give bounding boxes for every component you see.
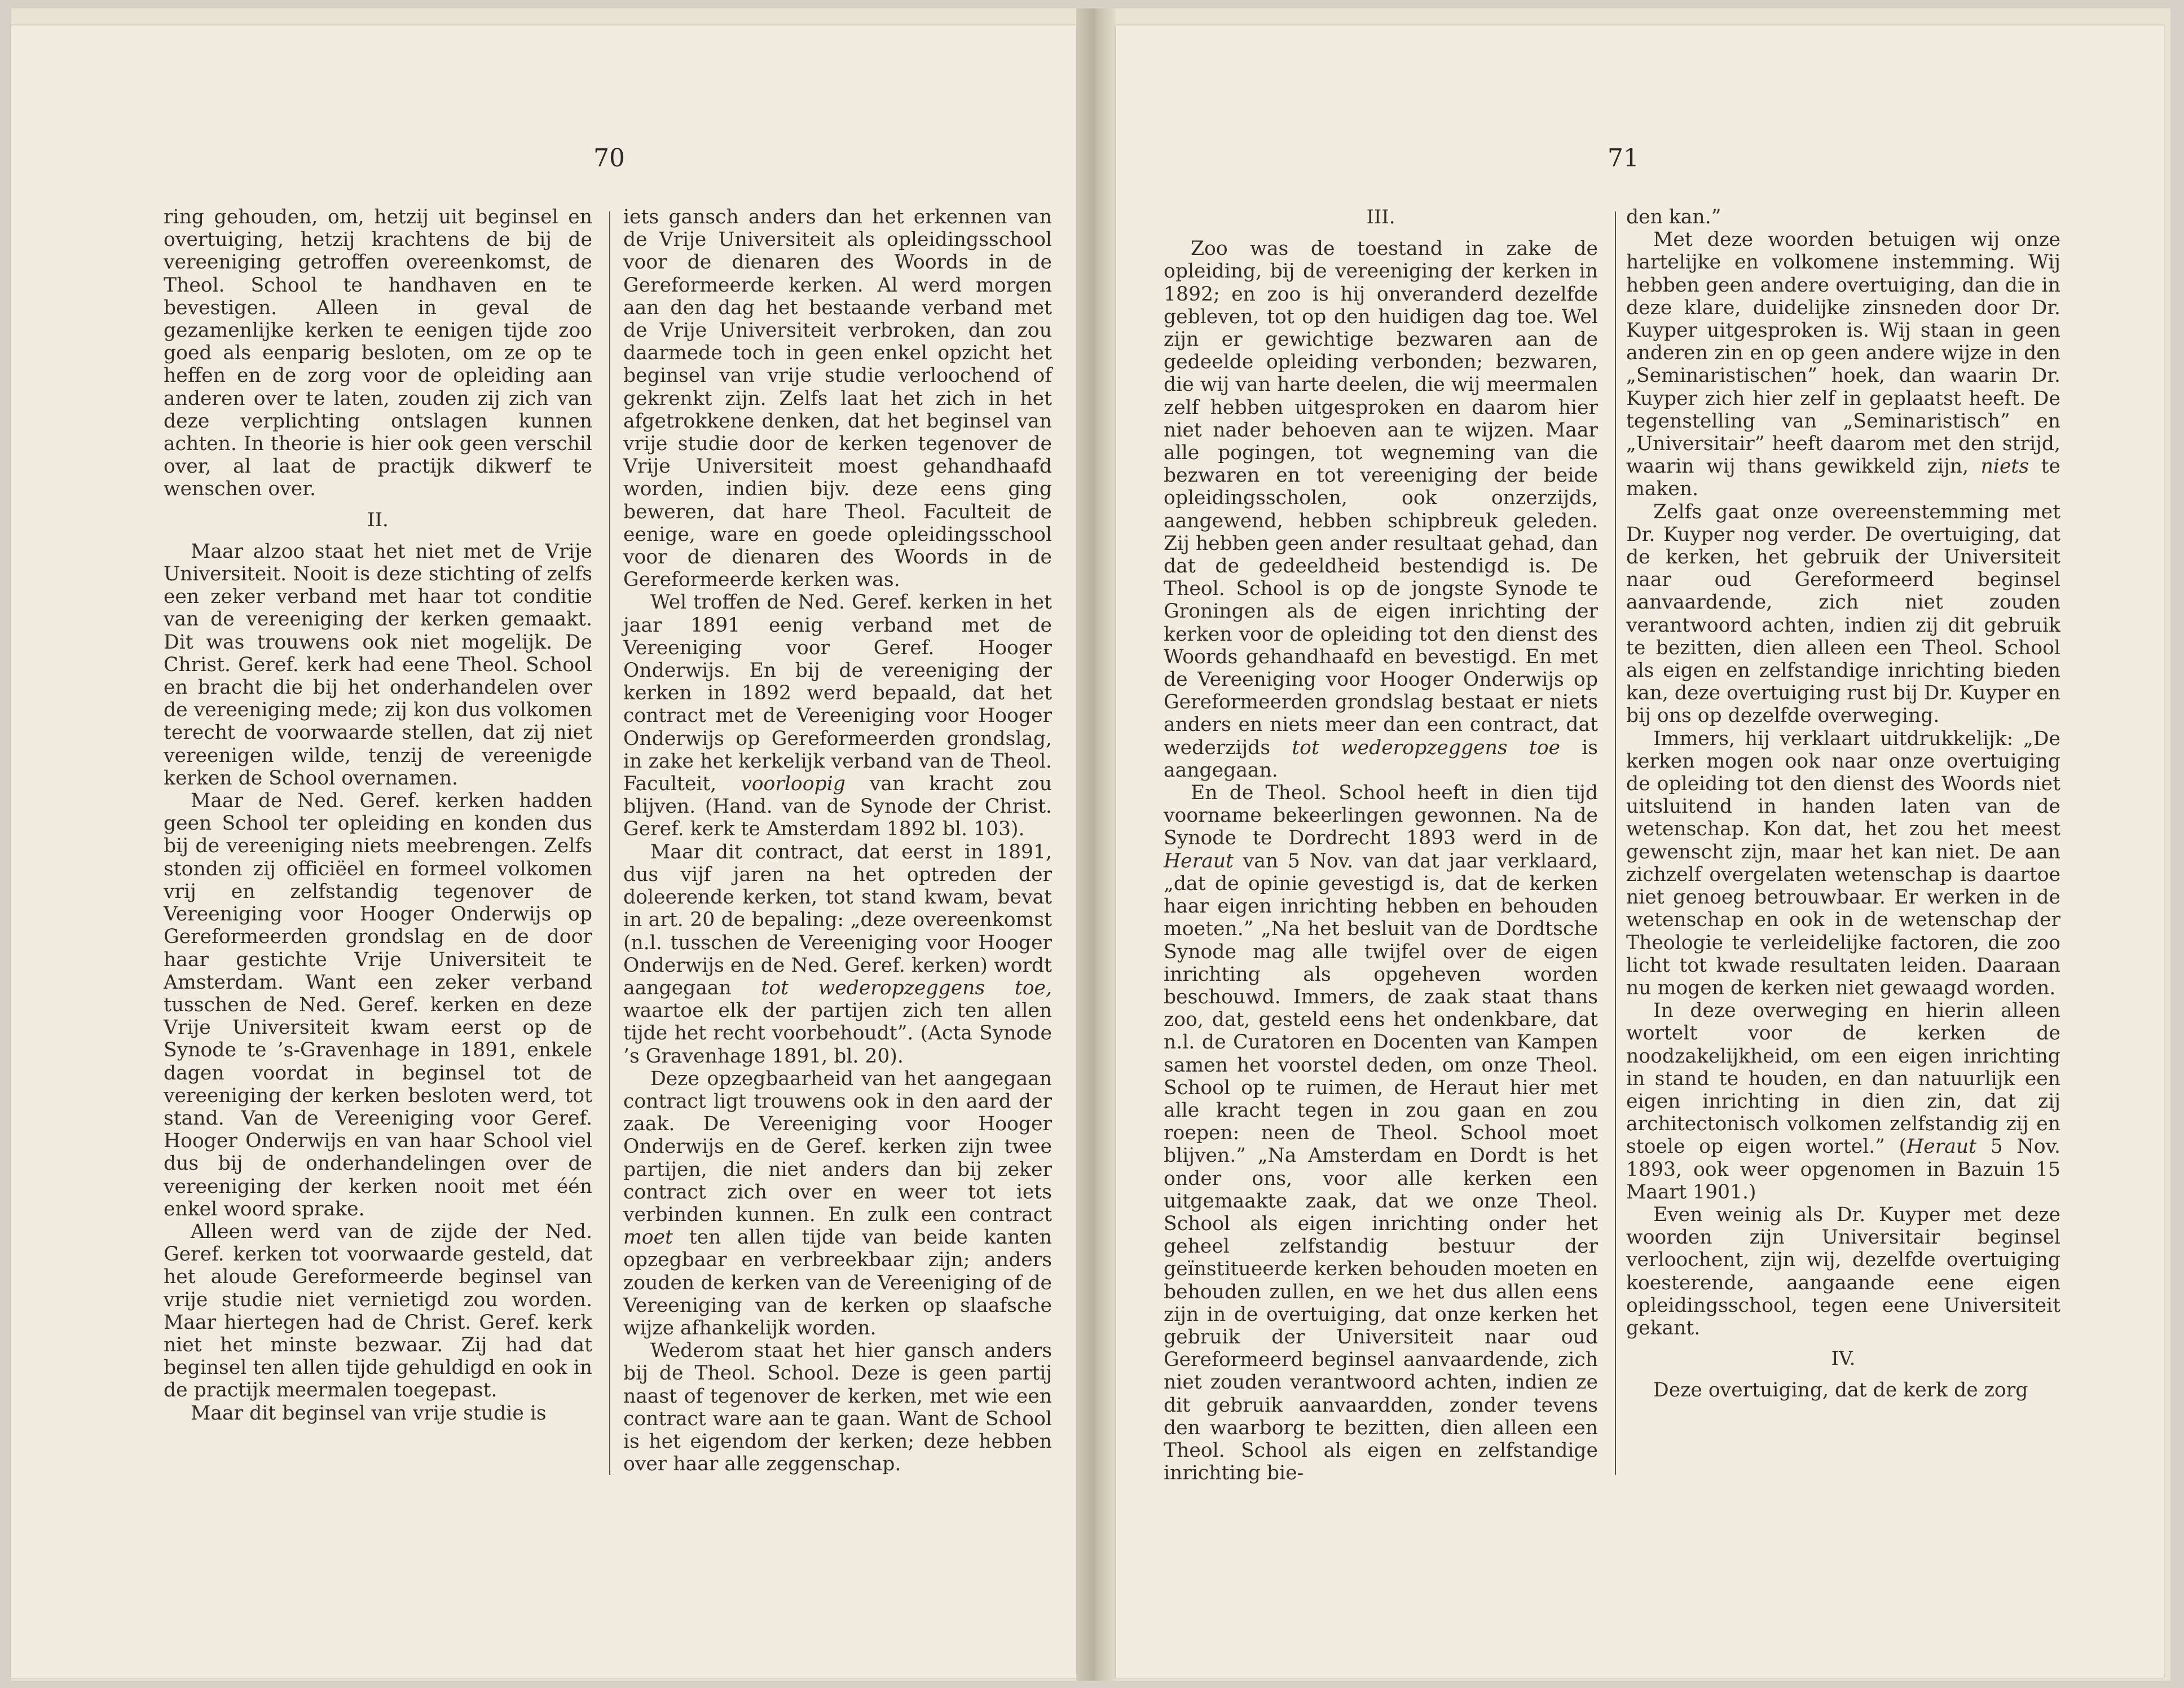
right-page — [1116, 25, 2164, 1678]
paragraph — [1626, 1379, 2060, 1401]
paragraph-text: ten allen tijde van beide kanten opzegbaar en verbreekbaar zijn; anders zouden de kerken van de Vereeniging of de Vereeniging van de kerken op slaafsche wijze afhankelijk worden. — [623, 1226, 1052, 1339]
paragraph-text: En de Theol. School heeft in dien tijd voorname bekeerlingen gewonnen. Na de Synode te Dordrecht 1893 werd in de — [1164, 782, 1598, 850]
section-heading — [1626, 1347, 2060, 1370]
section-heading — [164, 509, 592, 531]
paragraph — [1626, 999, 2060, 1204]
paragraph-text: Maar dit contract, dat eerst in 1891, dus vijf jaren na het optreden der doleerende kerken, tot stand kwam, bevat in art. 20 de bepaling: „deze overeenkomst (n.l. tusschen de Vereeniging voor Hooger Onderwijs en de Ned. Geref. kerken) wordt aangegaan — [623, 840, 1052, 999]
paragraph-text: Maar dit beginsel van vrije studie is — [191, 1401, 547, 1425]
page-number: 70 — [593, 144, 625, 173]
paragraph — [623, 1339, 1052, 1475]
paragraph-text: van 5 Nov. van dat jaar verklaard, „dat de opinie gevestigd is, dat de kerken haar eigen inrichting hebben en behouden moeten.” „Na het besluit van de Dordtsche Synode mag alle twijfel over de eigen inrichting als opgeheven worden beschouwd. Immers, de zaak staat thans zoo, dat, gesteld eens het ondenkbare, dat n.l. de Curatoren en Docenten van Kampen samen het voorstel deden, om onze Theol. School op te ruimen, de Heraut hier met alle kracht tegen in zou gaan en zou roepen: neen de Theol. School moet blijven.” „Na Amsterdam en Dordt is het onder ons, voor alle kerken een uitgemaakte zaak, dat we onze Theol. School als eigen inrichting onder het geheel zelfstandig bestuur der geïnstitueerde kerken behouden moeten en behouden zullen, en we het dus allen eens zijn in de overtuiging, dat onze kerken het gebruik der Universiteit naar oud Gereformeerd beginsel aanvaardende, zich niet zouden verantwoord achten, indien ze dit gebruik aanvaardden, zonder tevens den waarborg te bezitten, dien alleen een Theol. School als eigen en zelfstandige inrichting bie- — [1164, 849, 1598, 1485]
paragraph — [164, 1402, 592, 1425]
paragraph-text: den kan.” — [1626, 206, 1721, 228]
paragraph-text: te maken. — [1626, 455, 2060, 501]
paragraph — [623, 841, 1052, 1068]
paragraph-text: is aangegaan. — [1164, 736, 1599, 782]
paragraph-text: waartoe elk der partijen zich ten allen tijde het recht voorbehoudt”. (Acta Synode ’s Gravenhage 1891, bl. 20). — [623, 999, 1052, 1068]
italic-text: Heraut — [1164, 849, 1234, 872]
italic-text: tot wederopzeggens toe — [1292, 736, 1561, 759]
paragraph-text: Wederom staat het hier gansch anders bij de Theol. School. Deze is geen partij naast of tegenover de kerken, met wie een contract ware aan te gaan. Want de School is het eigendom der kerken; deze hebben over haar alle zeggenschap. — [623, 1339, 1052, 1476]
paragraph-text: Deze opzegbaarheid van het aangegaan contract ligt trouwens ook in den aard der zaak. De Vereeniging voor Hooger Onderwijs en de Geref. kerken zijn twee partijen, die niet anders dan bij zeker contract zich over en weer tot iets verbinden kunnen. En zulk een contract — [623, 1067, 1052, 1226]
paragraph — [164, 790, 592, 1220]
paragraph-text: IV. — [1831, 1347, 1856, 1370]
section-heading — [1164, 206, 1598, 228]
paragraph — [164, 1220, 592, 1402]
paragraph-text: Wel troffen de Ned. Geref. kerken in het jaar 1891 eenig verband met de Vereeniging voor Geref. Hooger Onderwijs. En bij de vereeniging der kerken in 1892 werd bepaald, dat het contract met de Vereeniging voor Hooger Onderwijs op Gereformeerden grondslag, in zake het kerkelijk verband van de Theol. Faculteit, — [623, 591, 1052, 796]
paragraph-text: ring gehouden, om, hetzij uit beginsel en overtuiging, hetzij krachtens de bij de vereeniging getroffen overeenkomst, de Theol. School te handhaven en te bevestigen. Alleen in geval de gezamenlijke kerken te eenigen tijde zoo goed als eenparig besloten, om ze op te heffen en de zorg voor de opleiding aan anderen over te laten, zouden zij zich van deze verplichting ontslagen kunnen achten. In theorie is hier ook geen verschil over, al laat de practijk dikwerf te wenschen over. — [164, 206, 592, 501]
italic-text: voorloopig — [741, 773, 846, 796]
paragraph-text: 5 Nov. 1893, ook weer opgenomen in Bazuin 15 Maart 1901.) — [1626, 1135, 2060, 1204]
book-spread — [11, 8, 2170, 1681]
paragraph — [623, 1068, 1052, 1339]
paragraph-text: Met deze woorden betuigen wij onze hartelijke en volkomene instemming. Wij hebben geen andere overtuiging, dan die in deze klare, duidelijke zinsneden door Dr. Kuyper uitgesproken is. Wij staan in geen anderen zin en op geen andere wijze in den „Seminaristischen” hoek, dan waarin Dr. Kuyper zich hier zelf in geplaatst heeft. De tegenstelling van „Seminaristisch” en „Universitair” heeft daarom met den strijd, waarin wij thans gewikkeld zijn, — [1626, 228, 2060, 478]
text-column-1 — [164, 206, 592, 1425]
paragraph — [1626, 228, 2060, 500]
italic-text: moet — [623, 1226, 673, 1249]
paragraph-text: In deze overweging en hierin alleen wortelt voor de kerken de noodzakelijkheid, om een eigen inrichting in stand te houden, en dan natuurlijk een eigen inrichting in dien zin, dat zij architectonisch volkomen zelfstandig zij en stoele op eigen wortel.” ( — [1626, 999, 2060, 1158]
paragraph — [1626, 206, 2060, 228]
paragraph — [623, 591, 1052, 840]
italic-text: Heraut — [1906, 1135, 1977, 1158]
italic-text: niets — [1980, 455, 2029, 478]
paragraph — [1626, 1204, 2060, 1339]
page-number: 71 — [1608, 144, 1639, 173]
paragraph — [164, 540, 592, 790]
text-column-1 — [1164, 206, 1598, 1484]
paragraph — [1164, 237, 1598, 782]
paragraph-text: Zoo was de toestand in zake de opleiding, bij de vereeniging der kerken in 1892; en zoo is hij onveranderd dezelfde gebleven, tot op den huidigen dag toe. Wel zijn er gewichtige bezwaren aan de gedeelde opleiding verbonden; bezwaren, die wij van harte deelen, die wij meermalen zelf hebben uitgesproken en daarom hier niet nader behoeven aan te wijzen. Maar alle pogingen, tot wegneming van die bezwaren en tot vereeniging der beide opleidingsscholen, ook onzerzijds, aangewend, hebben schipbreuk geleden. Zij hebben geen ander resultaat gehad, dan dat de gedeeldheid bestendigd is. De Theol. School is op de jongste Synode te Groningen als de eigen inrichting der kerken voor de opleiding tot den dienst des Woords gehandhaafd en bevestigd. En met de Vereeniging voor Hooger Onderwijs op Gereformeerden grondslag bestaat er niets anders en niets meer dan een contract, dat wederzijds — [1164, 237, 1598, 759]
italic-text: tot wederopzeggens toe, — [761, 976, 1052, 999]
paragraph-text: Deze overtuiging, dat de kerk de zorg — [1653, 1379, 2028, 1402]
text-column-2 — [1626, 206, 2060, 1402]
paragraph-text: II. — [367, 508, 389, 531]
column-rule — [1615, 211, 1616, 1475]
paragraph — [1626, 728, 2060, 999]
book-gutter — [1076, 8, 1116, 1681]
paragraph-text: Zelfs gaat onze overeenstemming met Dr. Kuyper nog verder. De overtuiging, dat de kerken, het gebruik der Universiteit naar oud Gereformeerd beginsel aanvaardende, zich niet zouden verantwoord achten, indien zij dit gebruik te bezitten, dien alleen een Theol. School als eigen en zelfstandige inrichting bieden kan, deze overtuiging rust bij Dr. Kuyper en bij ons op dezelfde overweging. — [1626, 500, 2060, 728]
paragraph-text: Immers, hij verklaart uitdrukkelijk: „De kerken mogen ook naar onze overtuiging de opleiding tot den dienst des Woords niet uitsluitend in handen laten van de wetenschap. Kon dat, het zou het meest gewenscht zijn, maar het kan niet. De aan zichzelf overgelaten wetenschap is daartoe niet genoeg betrouwbaar. Er werken in de wetenschap en ook in de wetenschap der Theologie te verleidelijke factoren, die zoo licht tot kwade resultaten leiden. Daaraan nu mogen de kerken niet gewaagd worden. — [1626, 727, 2060, 999]
paragraph-text: Maar de Ned. Geref. kerken hadden geen School ter opleiding en konden dus bij de vereeniging niets meebrengen. Zelfs stonden zij officiëel en formeel volkomen vrij en zelfstandig tegenover de Vereeniging voor Hooger Onderwijs op Gereformeerden grondslag en de door haar gestichte Vrije Universiteit te Amsterdam. Want een zeker verband tusschen de Ned. Geref. kerken en deze Vrije Universiteit kwam eerst op de Synode te ’s-Gravenhage in 1891, enkele dagen voordat in beginsel tot de vereeniging der kerken besloten werd, tot stand. Van de Vereeniging voor Geref. Hooger Onderwijs en van haar School viel dus bij de onderhandelingen over de vereeniging der kerken nooit met één enkel woord sprake. — [164, 790, 592, 1220]
paragraph-text: Maar alzoo staat het niet met de Vrije Universiteit. Nooit is deze stichting of zelfs een zeker verband met haar tot conditie van de vereeniging der kerken gemaakt. Dit was trouwens ook niet mogelijk. De Christ. Geref. kerk had eene Theol. School en bracht die bij het onderhandelen over de vereeniging mede; zij kon dus volkomen terecht de voorwaarde stellen, dat zij niet vereenigen wilde, tenzij de vereenigde kerken de School overnamen. — [164, 540, 592, 790]
paragraph-text: Even weinig als Dr. Kuyper met deze woorden zijn Universitair beginsel verloochent, zijn wij, dezelfde overtuiging koesterende, aangaande eene eigen opleidingsschool, tegen eene Universiteit gekant. — [1626, 1203, 2060, 1339]
paragraph — [1626, 501, 2060, 728]
paragraph — [164, 206, 592, 501]
text-column-2 — [623, 206, 1052, 1475]
paragraph — [1164, 782, 1598, 1484]
paragraph-text: III. — [1366, 206, 1395, 228]
left-page — [11, 25, 1076, 1678]
paragraph-text: Alleen werd van de zijde der Ned. Geref. kerken tot voorwaarde gesteld, dat het aloude Gereformeerde beginsel van vrije studie niet vernietigd zou worden. Maar hiertegen had de Christ. Geref. kerk niet het minste bezwaar. Zij had dat beginsel ten allen tijde gehuldigd en ook in de practijk meermalen toegepast. — [164, 1220, 592, 1402]
paragraph — [623, 206, 1052, 591]
paragraph-text: van kracht zou blijven. (Hand. van de Synode der Christ. Geref. kerk te Amsterdam 1892 bl. 103). — [623, 773, 1052, 841]
paragraph-text: iets gansch anders dan het erkennen van de Vrije Universiteit als opleidingsschool voor de dienaren des Woords in de Gereformeerde kerken. Al werd morgen aan den dag het bestaande verband met de Vrije Universiteit verbroken, dan zou daarmede toch in geen enkel opzicht het beginsel van vrije studie verloochend of gekrenkt zijn. Zelfs laat het zich in het afgetrokkene denken, dat het beginsel van vrije studie door de kerken tegenover de Vrije Universiteit moest gehandhaafd worden, indien bijv. deze eens ging beweren, dat hare Theol. Faculteit de eenige, ware en goede opleidingsschool voor de dienaren des Woords in de Gereformeerde kerken was. — [623, 206, 1052, 592]
column-rule — [609, 211, 610, 1475]
